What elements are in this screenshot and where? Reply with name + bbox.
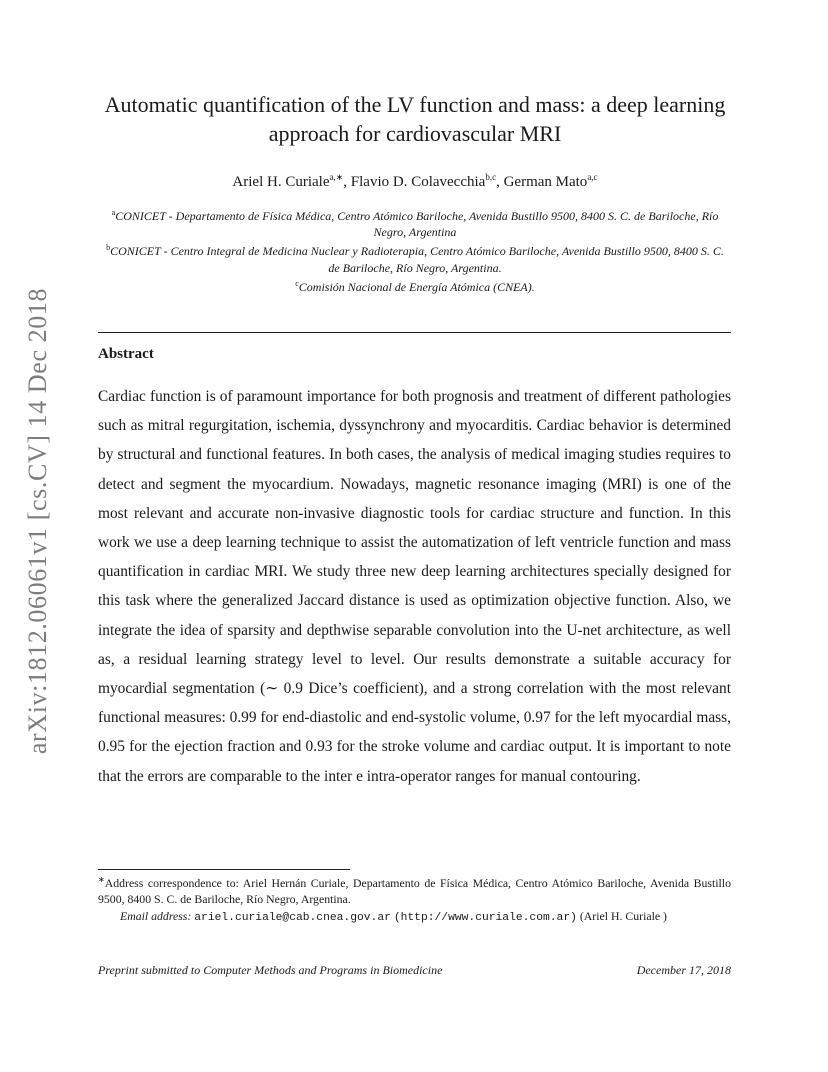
author-name: German Mato (503, 174, 588, 190)
homepage-link[interactable]: (http://www.curiale.com.ar) (393, 911, 577, 924)
footer-date: December 17, 2018 (636, 963, 731, 977)
affiliation-text: CONICET - Departamento de Física Médica, Centro Atómico Bariloche, Avenida Bustillo 9500, 8400 S. C. de Bariloche, Río Negro, Argentina (115, 209, 719, 240)
correspondence-footnote (98, 872, 731, 926)
abstract-divider (98, 332, 731, 333)
author-name: Ariel H. Curiale (232, 174, 330, 190)
author-list: Ariel H. Curiale$^{a,∗}$, Flavio D. Colavecchia$^{b,c}$, German Mato$^{a,c}$ (232, 172, 598, 190)
affiliation-mark: a (111, 208, 116, 217)
email-address-link[interactable]: ariel.curiale@cab.cnea.gov.ar (194, 911, 391, 924)
author-name: Flavio D. Colavecchia (350, 174, 486, 190)
footnote-mark: ∗ (98, 875, 105, 884)
author-marks: a,∗ (329, 172, 344, 182)
arxiv-identifier-text: arXiv:1812.06061v1 [cs.CV] 14 Dec 2018 (23, 287, 53, 755)
affiliation-mark: c (295, 278, 299, 288)
arxiv-identifier (18, 283, 58, 759)
footnote-divider (98, 869, 350, 870)
affiliation-text: CONICET - Centro Integral de Medicina Nuclear y Radioterapia, Centro Atómico Bariloche, Avenida Bustillo 9500, 8400 S. C. de Bariloche, Río Negro, Argentina. (110, 244, 724, 275)
email-label: Email address: (120, 908, 192, 923)
footer-journal-note: Preprint submitted to Computer Methods and Programs in Biomedicine (98, 963, 443, 977)
footnote-address: Address correspondence to: Ariel Hernán Curiale, Departamento de Física Médica, Centro Atómico Bariloche, Avenida Bustillo 9500, 8400 S. C. de Bariloche, Río Negro, Argentina. (98, 875, 731, 907)
paper-title: Automatic quantification of the LV function and mass: a deep learning approach for cardiovascular MRI (104, 92, 726, 146)
affiliation (100, 205, 730, 240)
author-marks: a,c (587, 172, 598, 182)
abstract-heading: Abstract (98, 346, 154, 362)
affiliation (100, 240, 730, 275)
affiliation-list (100, 205, 730, 295)
abstract-text: Cardiac function is of paramount importance for both prognosis and treatment of different pathologies such as mitral regurgitation, ischemia, dyssynchrony and myocarditis. Cardiac behavior is determined by structural and functional features. In both cases, the analysis of medical imaging studies requires to detect and segment the myocardium. Nowadays, magnetic resonance imaging (MRI) is one of the most relevant and accurate non-invasive diagnostic tools for cardiac structure and function. In this work we use a deep learning technique to assist the automatization of left ventricle function and mass quantification in cardiac MRI. We study three new deep learning architectures specially designed for this task where the generalized Jaccard distance is used as optimization objective function. Also, we integrate the idea of sparsity and depthwise separable convolution into the U-net architecture, as well as, a residual learning strategy level to level. Our results demonstrate a suitable accuracy for myocardial segmentation (∼ 0.9 Dice’s coefficient), and a strong correlation with the most relevant functional measures: 0.99 for end-diastolic and end-systolic volume, 0.97 for the left myocardial mass, 0.95 for the ejection fraction and 0.93 for the stroke volume and cardiac output. It is important to note that the errors are comparable to the inter e intra-operator ranges for manual contouring. (98, 388, 731, 785)
affiliation-text: Comisión Nacional de Energía Atómica (CNEA). (298, 279, 535, 294)
email-owner: (Ariel H. Curiale ) (579, 908, 667, 923)
author-marks: b,c (485, 172, 497, 182)
footnote-address-line (98, 872, 731, 908)
affiliation-mark: b (106, 243, 111, 253)
affiliation (100, 276, 730, 295)
footnote-email-line (98, 908, 731, 927)
